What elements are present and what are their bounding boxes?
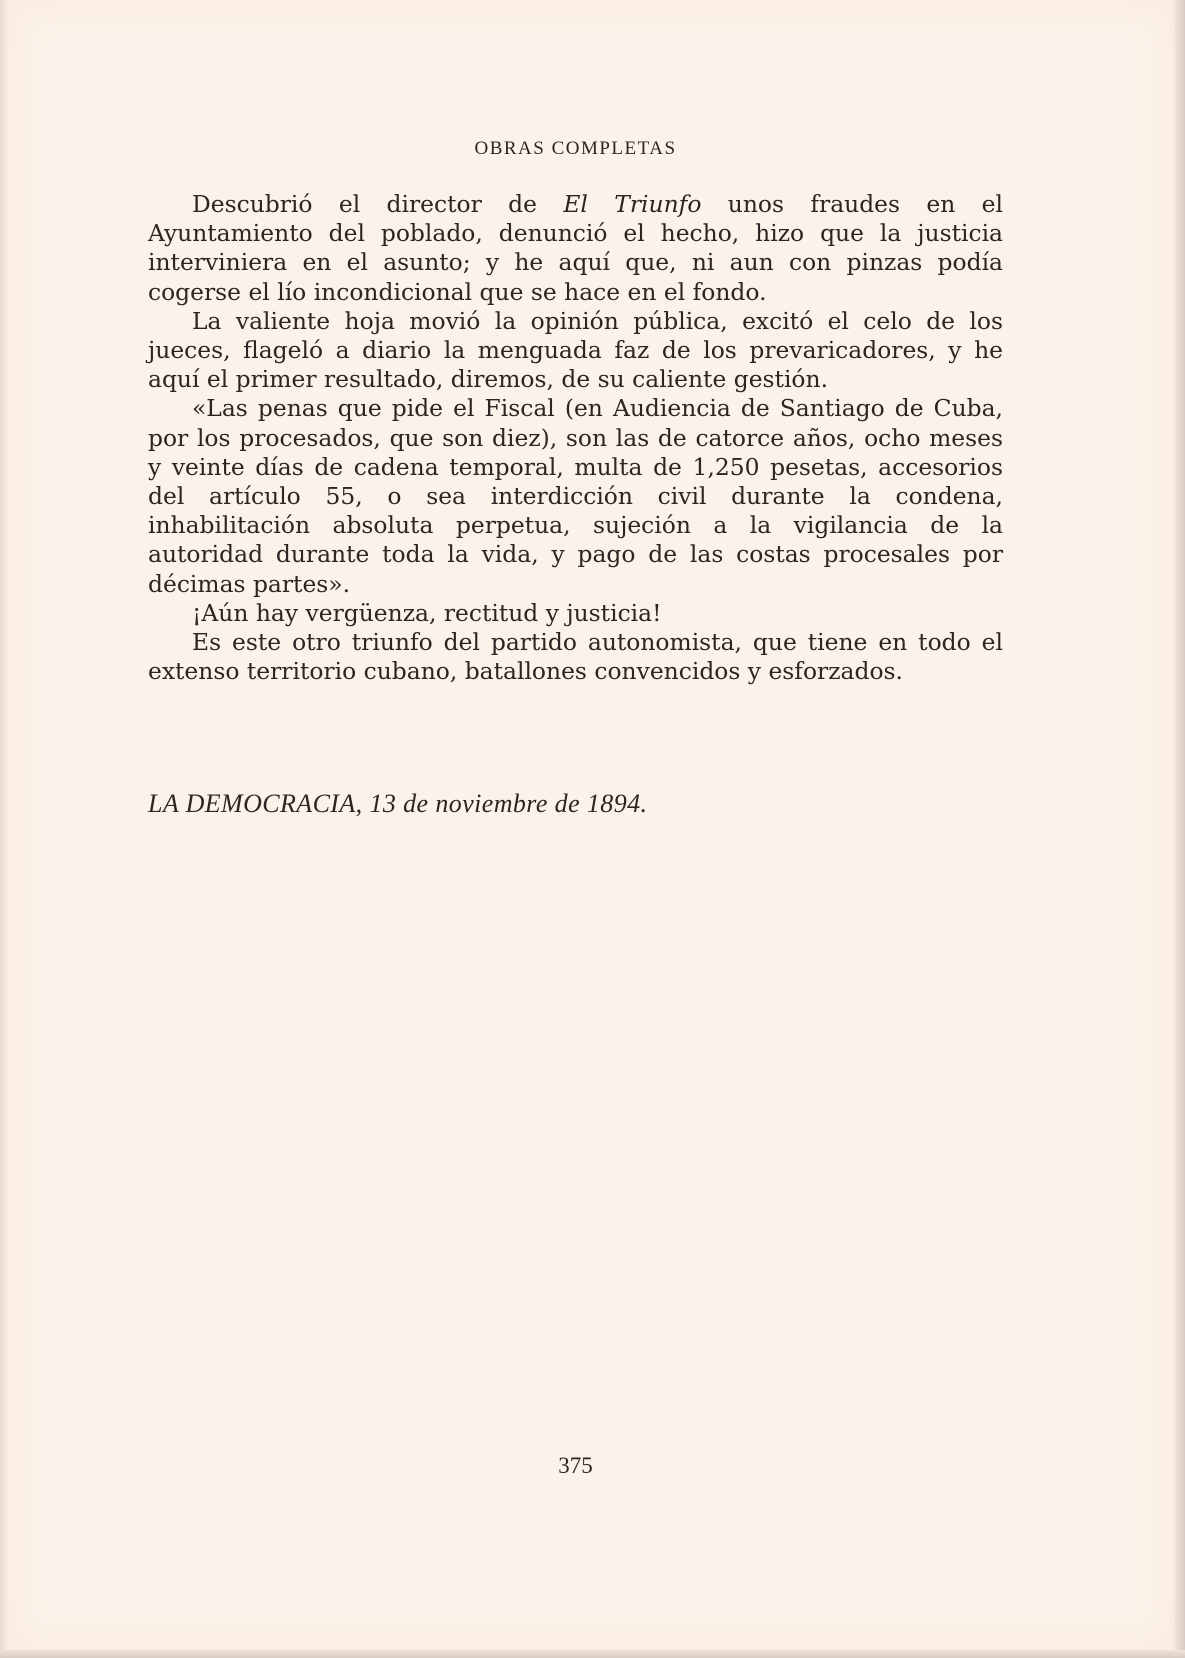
paragraph-1-start: Descubrió el director de: [192, 190, 564, 218]
paragraph-3-quote: «Las penas que pide el Fiscal (en Audiencia de Santiago de Cuba, por los procesados, que son diez), son las de catorce años, ocho meses y veinte días de cadena temporal, multa de 1,250 pesetas, accesorios del artículo 55, o sea interdicción civil durante la condena, inhabilitación absoluta perpetua, sujeción a la vigilancia de la autoridad durante toda la vida, y pago de las costas procesales por décimas partes».: [148, 394, 1003, 598]
paragraph-5: Es este otro triunfo del partido autonomista, que tiene en todo el extenso territorio cubano, batallones convencidos y esforzados.: [148, 628, 1003, 686]
paragraph-1: [148, 190, 1003, 307]
newspaper-title: El Triunfo: [563, 190, 702, 218]
source-citation: LA DEMOCRACIA, 13 de noviembre de 1894.: [148, 789, 648, 818]
paragraph-1-end: unos fraudes en el Ayuntamiento del poblado, denunció el hecho, hizo que la justicia interviniera en el asunto; y he aquí que, ni aun con pinzas podía cogerse el lío incondicional que se hace en el fondo.: [148, 190, 1003, 306]
paragraph-4: ¡Aún hay vergüenza, rectitud y justicia!: [192, 598, 662, 627]
scan-edge-right: [1174, 0, 1185, 1658]
scan-edge-bottom: [0, 1650, 1185, 1658]
page-number: 375: [558, 1453, 593, 1478]
running-header: OBRAS COMPLETAS: [474, 138, 677, 159]
paragraph-2: La valiente hoja movió la opinión pública, excitó el celo de los jueces, flageló a diario la menguada faz de los prevaricadores, y he aquí el primer resultado, diremos, de su caliente gestión.: [148, 306, 1003, 394]
scan-edge-left: [0, 0, 8, 1658]
article-body: [148, 190, 1003, 686]
